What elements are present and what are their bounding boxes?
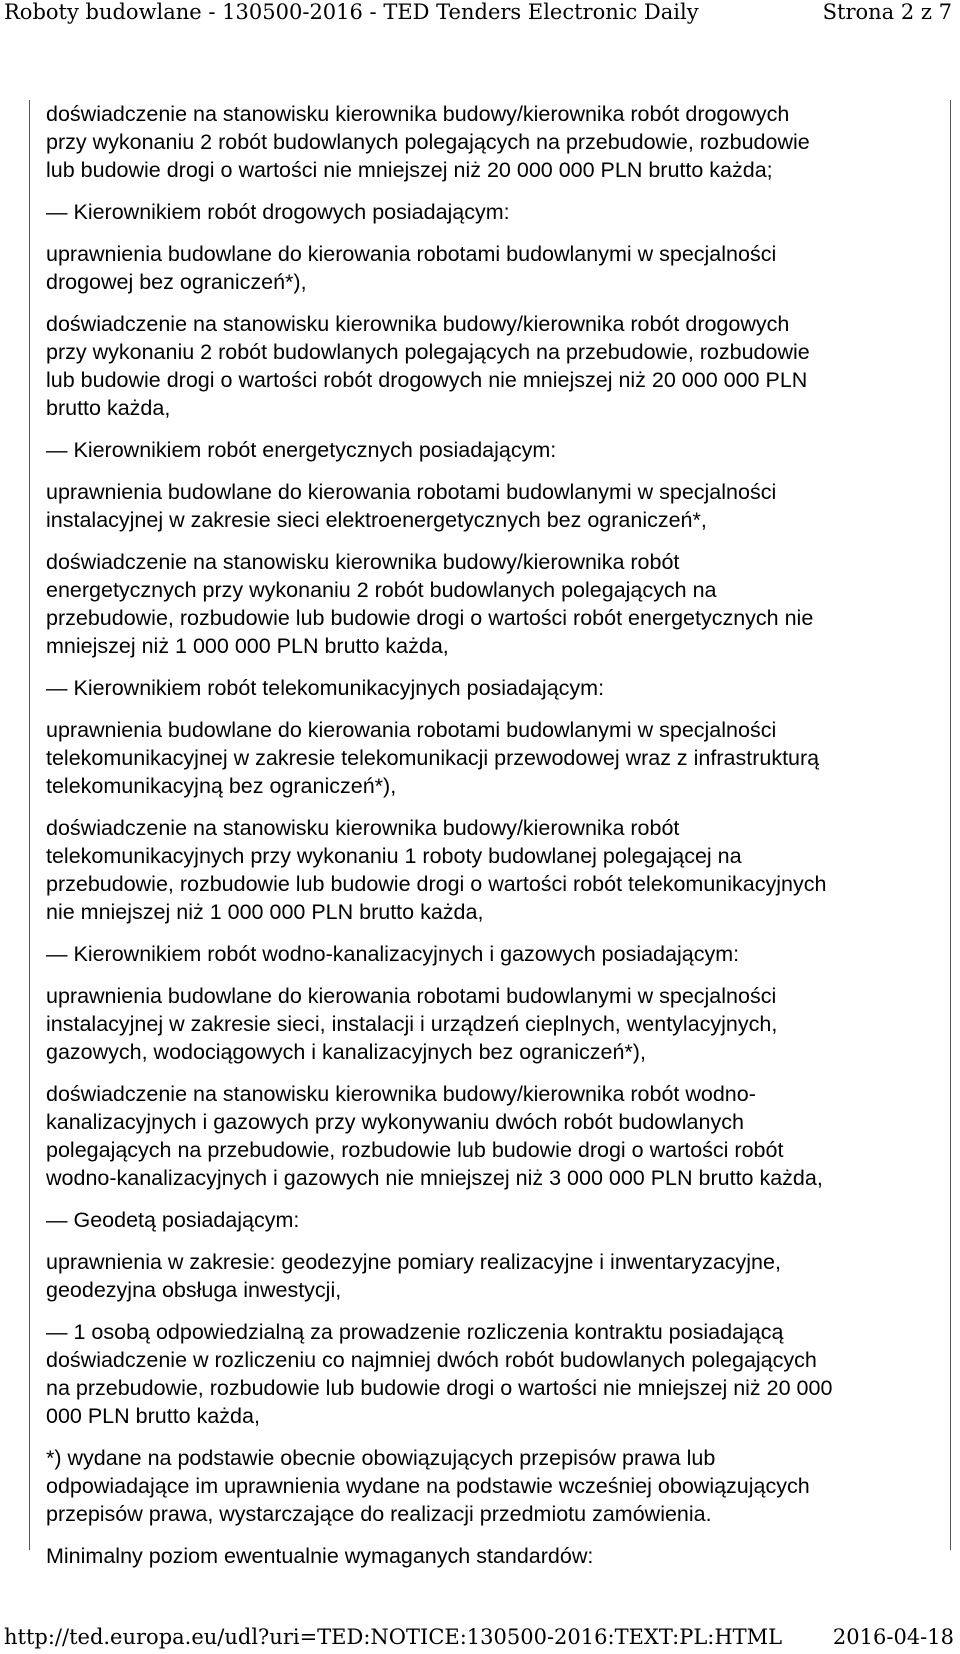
left-border-rule xyxy=(29,100,30,1550)
paragraph-contract-settlement-person: — 1 osobą odpowiedzialną za prowadzenie rozliczenia kontraktu posiadającą doświadczenie w rozliczeniu co najmniej dwóch robót budowlanych polegających na przebudowie, rozbudowie lub budowie drogi o wartości nie mniejszej niż 20 000 000 PLN brutto każda, xyxy=(46,1320,833,1428)
paragraph-water-gas-experience: doświadczenie na stanowisku kierownika budowy/kierownika robót wodno- kanalizacyjnych i gazowych przy wykonywaniu dwóch robót budowlanych polegających na przebudowie, rozbudowie lub budowie drogi o wartości robót wodno-kanalizacyjnych i gazowych nie mniejszej niż 3 000 000 PLN brutto każda, xyxy=(46,1082,823,1190)
page-footer xyxy=(0,1624,960,1652)
paragraph-road-experience-2: doświadczenie na stanowisku kierownika budowy/kierownika robót drogowych przy wykonaniu 2 robót budowlanych polegających na przebudowie, rozbudowie lub budowie drogi o wartości robót drogowych nie mniejszej niż 20 000 000 PLN brutto każda, xyxy=(46,312,810,420)
print-date: 2016-04-18 xyxy=(832,1625,954,1649)
paragraph-road-qualifications: uprawnienia budowlane do kierowania robotami budowlanymi w specjalności drogowej bez ograniczeń*), xyxy=(46,242,777,294)
paragraph-footnote: *) wydane na podstawie obecnie obowiązujących przepisów prawa lub odpowiadające im uprawnienia wydane na podstawie wcześniej obowiązujących przepisów prawa, wystarczające do realizacji przedmiotu zamówienia. xyxy=(46,1446,810,1526)
paragraph-minimum-standards: Minimalny poziom ewentualnie wymaganych standardów: xyxy=(46,1544,594,1568)
heading-road-works-manager: — Kierownikiem robót drogowych posiadającym: xyxy=(46,200,510,224)
paragraph-energy-qualifications: uprawnienia budowlane do kierowania robotami budowlanymi w specjalności instalacyjnej w zakresie sieci elektroenergetycznych bez ograniczeń*, xyxy=(46,480,777,532)
heading-water-gas-works-manager: — Kierownikiem robót wodno-kanalizacyjnych i gazowych posiadającym: xyxy=(46,942,740,966)
document-body xyxy=(46,100,926,1584)
heading-energy-works-manager: — Kierownikiem robót energetycznych posiadającym: xyxy=(46,438,557,462)
page-number: Strona 2 z 7 xyxy=(822,0,952,24)
paragraph-surveyor-qualifications: uprawnienia w zakresie: geodezyjne pomiary realizacyjne i inwentaryzacyjne, geodezyjna obsługa inwestycji, xyxy=(46,1250,781,1302)
source-url: http://ted.europa.eu/udl?uri=TED:NOTICE:130500-2016:TEXT:PL:HTML xyxy=(4,1625,783,1649)
right-border-rule xyxy=(950,100,951,1550)
paragraph-water-gas-qualifications: uprawnienia budowlane do kierowania robotami budowlanymi w specjalności instalacyjnej w zakresie sieci, instalacji i urządzeń cieplnych, wentylacyjnych, gazowych, wodociągowych i kanalizacyjnych bez ograniczeń*), xyxy=(46,984,778,1064)
paragraph-road-experience-1: doświadczenie na stanowisku kierownika budowy/kierownika robót drogowych przy wykonaniu 2 robót budowlanych polegających na przebudowie, rozbudowie lub budowie drogi o wartości nie mniejszej niż 20 000 000 PLN brutto każda; xyxy=(46,102,810,182)
paragraph-telecom-qualifications: uprawnienia budowlane do kierowania robotami budowlanymi w specjalności telekomunikacyjnej w zakresie telekomunikacji przewodowej wraz z infrastrukturą telekomunikacyjną bez ograniczeń*), xyxy=(46,718,820,798)
paragraph-energy-experience: doświadczenie na stanowisku kierownika budowy/kierownika robót energetycznych przy wykonaniu 2 robót budowlanych polegających na przebudowie, rozbudowie lub budowie drogi o wartości robót energetycznych nie mniejszej niż 1 000 000 PLN brutto każda, xyxy=(46,550,814,658)
paragraph-telecom-experience: doświadczenie na stanowisku kierownika budowy/kierownika robót telekomunikacyjnych przy wykonaniu 1 roboty budowlanej polegającej na przebudowie, rozbudowie lub budowie drogi o wartości robót telekomunikacyjnych nie mniejszej niż 1 000 000 PLN brutto każda, xyxy=(46,816,827,924)
heading-surveyor: — Geodetą posiadającym: xyxy=(46,1208,300,1232)
document-title: Roboty budowlane - 130500-2016 - TED Tenders Electronic Daily xyxy=(4,0,699,24)
page-header xyxy=(0,0,960,28)
heading-telecom-works-manager: — Kierownikiem robót telekomunikacyjnych posiadającym: xyxy=(46,676,605,700)
